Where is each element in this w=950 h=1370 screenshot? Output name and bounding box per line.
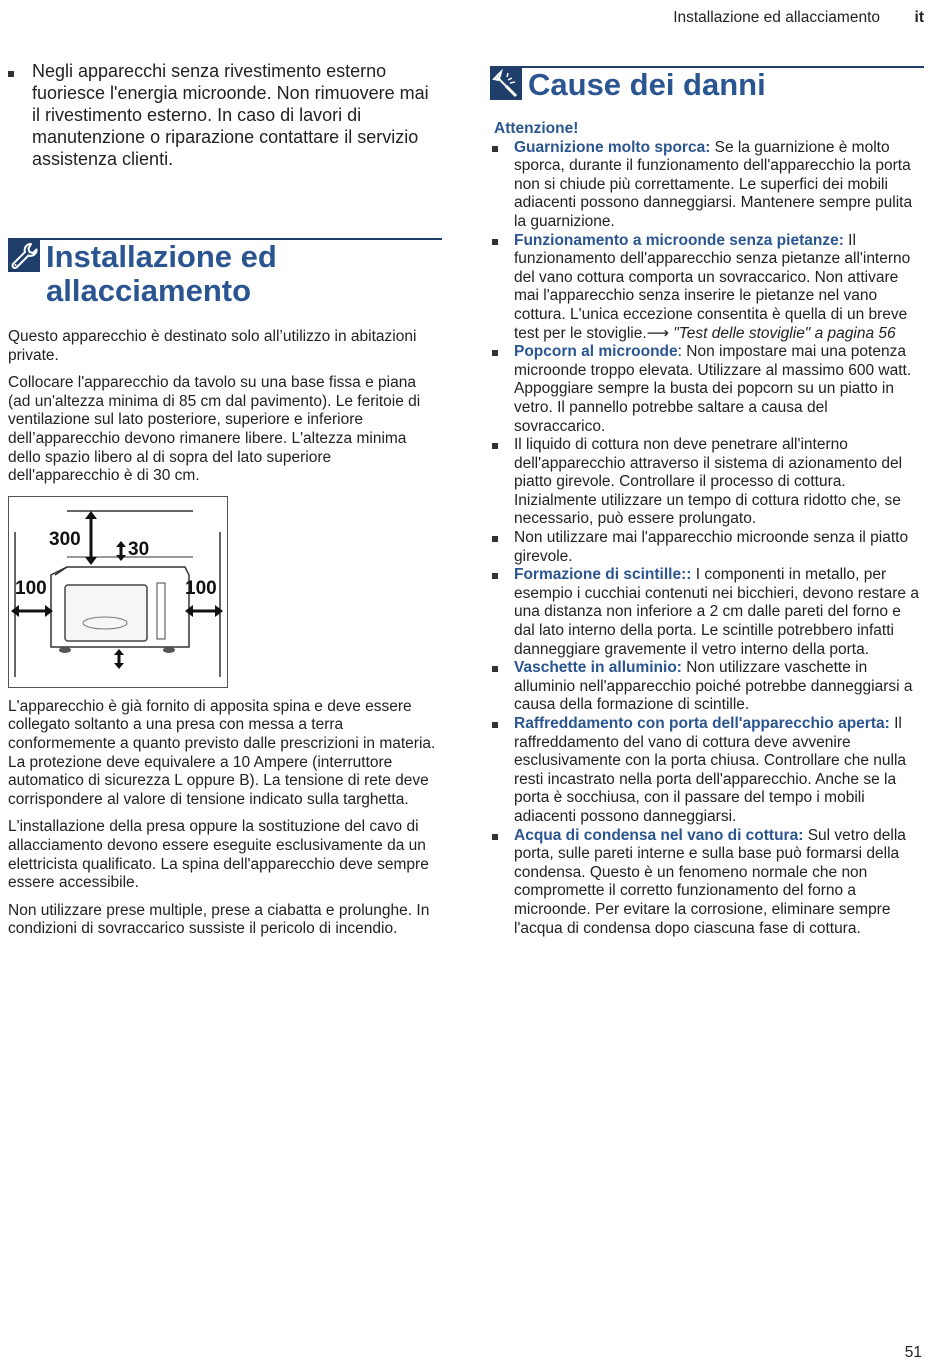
bullet-square-icon — [492, 666, 498, 672]
item-keyword: Acqua di condensa nel vano di cottura: — [514, 826, 804, 844]
bullet-square-icon — [492, 239, 498, 245]
item-text: Il raffreddamento del vano di cottura deve avvenire esclusivamente con la porta chiusa. Controllare che nulla resti incastrato nella porta dell'apparecchio. Anche se la porta è socchiusa, con il passare del tempo i mobili adiacenti possono danneggiarsi. — [514, 715, 907, 825]
list-item — [490, 139, 922, 232]
item-text: Sul vetro della porta, sulle pareti interne e sulla base può formarsi della condensa. Questo è un fenomeno normale che non compromette il corretto funzionamento del forno a microonde. Per evitare la corrosione, eliminare sempre l'acqua di condensa dopo ciascuna fase di cottura. — [514, 826, 906, 937]
item-keyword: Vaschette in alluminio: — [514, 659, 682, 677]
section-heading-damage — [490, 66, 924, 102]
broken-tool-icon — [490, 68, 522, 100]
arrow-right-icon: ⟶ — [646, 324, 669, 342]
bullet-square-icon — [492, 536, 498, 542]
bullet-square-icon — [492, 573, 498, 579]
item-keyword: Raffreddamento con porta dell'apparecchio aperta: — [514, 715, 890, 732]
left-column — [8, 60, 440, 939]
clearance-left-label: 100 — [15, 577, 47, 599]
item-text: Se la guarnizione è molto sporca, durante il funzionamento dell'apparecchio la porta non si chiude più correttamente. Le superfici dei mobili adiacenti possono danneggiarsi. Mantenere sempre pulita la guarnizione. — [514, 138, 913, 230]
list-item — [490, 659, 922, 715]
bullet-square-icon — [492, 722, 498, 728]
list-item — [490, 436, 922, 529]
list-item — [490, 232, 922, 344]
item-text: Il funzionamento dell'apparecchio senza pietanze all'interno del vano cottura comporta un sovraccarico. Non attivare mai l'apparecchio senza inserire le pietanze nel vano cottura. L'unica eccezione consentita è quella di un breve test per le stoviglie. — [514, 231, 911, 342]
bullet-square-icon — [492, 443, 498, 449]
list-item — [490, 715, 922, 827]
cross-reference-link[interactable]: "Test delle stoviglie" a pagina 56 — [668, 324, 896, 342]
intro-warning — [8, 60, 440, 170]
item-keyword: Popcorn al microonde — [514, 343, 678, 361]
bullet-square-icon — [8, 71, 14, 77]
wrench-icon — [8, 240, 40, 272]
list-item — [490, 827, 922, 939]
list-item — [490, 529, 922, 566]
item-text: I componenti in metallo, per esempio i cucchiai contenuti nei bicchieri, devono restare a una distanza non inferiore a 2 cm dalle pareti del forno e dal lato interno della porta. Le scintille potrebbero infatti danneggiare gravemente il vetro interno della porta. — [514, 566, 919, 658]
paragraph: Questo apparecchio è destinato solo all’utilizzo in abitazioni private. — [8, 328, 417, 364]
list-item — [490, 566, 922, 659]
clearance-top-label: 300 — [49, 528, 81, 550]
paragraph: L'apparecchio è già fornito di apposita spina e deve essere collegato soltanto a una presa con messa a terra conformemente a quanto previsto dalle prescrizioni in materia. La protezione deve equivalere a 10 Ampere (interruttore automatico di sicurezza L oppure B). La tensione di rete deve corrispondere al valore di tensione indicato sulla targhetta. — [8, 697, 436, 808]
bullet-square-icon — [492, 146, 498, 152]
header-section-title: Installazione ed allacciamento — [673, 9, 880, 26]
list-item — [8, 60, 440, 170]
damage-list — [490, 139, 922, 939]
list-item — [490, 343, 922, 436]
page-header — [0, 9, 950, 29]
clearance-right-label: 100 — [185, 577, 217, 599]
item-text: : Non impostare mai una potenza microonde troppo elevata. Utilizzare al massimo 600 watt. Appoggiare sempre la busta dei popcorn su un piatto in vetro. Il pannello potrebbe saltare a causa del sovraccarico. — [514, 343, 912, 435]
item-text: Non utilizzare mai l'apparecchio microonde senza il piatto girevole. — [514, 529, 909, 565]
installation-clearance-diagram — [8, 496, 228, 688]
heading-text: Installazione ed allacciamento — [46, 239, 277, 308]
bullet-square-icon — [492, 350, 498, 356]
paragraph: Non utilizzare prese multiple, prese a ciabatta e prolunghe. In condizioni di sovraccarico sussiste il pericolo di incendio. — [8, 901, 430, 938]
right-column — [490, 60, 922, 938]
warning-label: Attenzione! — [494, 120, 579, 137]
clearance-top-small-label: 30 — [128, 538, 150, 560]
heading-text: Cause dei danni — [528, 67, 766, 102]
item-keyword: Guarnizione molto sporca: — [514, 138, 711, 156]
header-language: it — [914, 9, 924, 26]
bullet-square-icon — [492, 834, 498, 840]
paragraph: L'installazione della presa oppure la sostituzione del cavo di allacciamento devono essere eseguite esclusivamente da un elettricista qualificato. La spina dell'apparecchio deve sempre essere accessibile. — [8, 818, 429, 892]
page-number: 51 — [904, 1344, 922, 1361]
section-heading-installation — [8, 238, 442, 308]
intro-bullet-text: Negli apparecchi senza rivestimento esterno fuoriesce l'energia microonde. Non rimuovere mai il rivestimento esterno. In caso di lavori di manutenzione o riparazione contattare il servizio assistenza clienti. — [32, 61, 429, 169]
paragraph: Collocare l'apparecchio da tavolo su una base fissa e piana (ad un'altezza minima di 85 cm dal pavimento). Le feritoie di ventilazione sul lato posteriore, superiore e inferiore dell’apparecchio devono rimanere libere. L'altezza minima dello spazio libero al di sopra del lato superiore dell'apparecchio è di 30 cm. — [8, 374, 421, 485]
item-text: Non utilizzare vaschette in alluminio nell'apparecchio poiché potrebbe danneggiarsi a causa della formazione di scintille. — [514, 659, 913, 714]
item-keyword: Formazione di scintille:: — [514, 566, 692, 584]
item-text: Il liquido di cottura non deve penetrare all'interno dell'apparecchio attraverso il sistema di azionamento del piatto girevole. Controllare il processo di cottura. Inizialmente utilizzare un tempo di cottura ridotto che, se necessario, può essere prolungato. — [514, 436, 903, 528]
item-keyword: Funzionamento a microonde senza pietanze: — [514, 231, 844, 249]
